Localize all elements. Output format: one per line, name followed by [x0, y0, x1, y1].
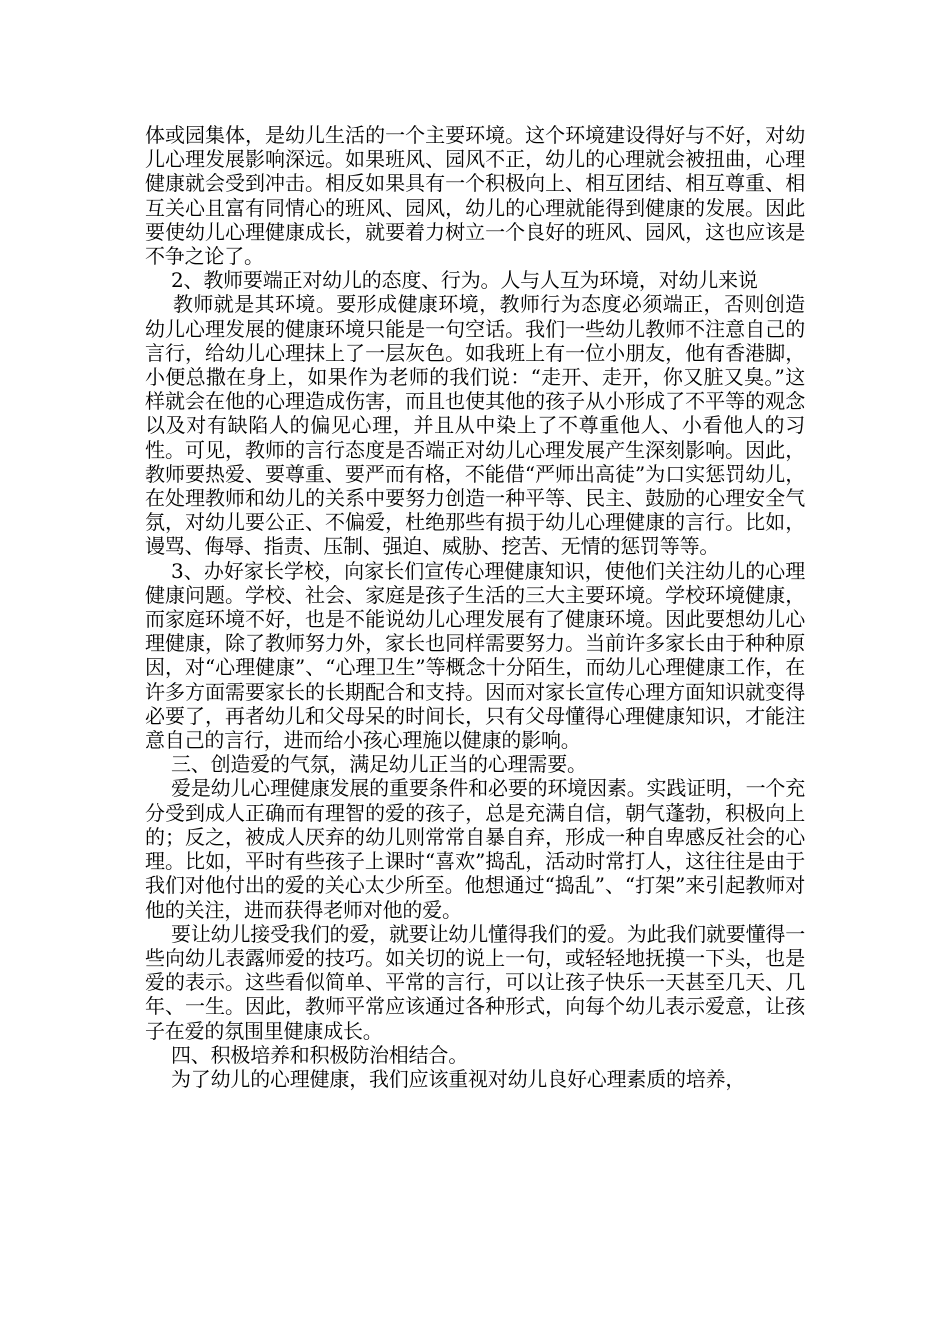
paragraph-love-importance: 爱是幼儿心理健康发展的重要条件和必要的环境因素。实践证明，一个充分受到成人正确而有理智的爱的孩子，总是充满自信，朝气蓬勃，积极向上的；反之，被成人厌弃的幼儿则常常自暴自弃，形成一种自卑感反社会的心理。比如，平时有些孩子上课时“喜欢”捣乱，活动时常打人，这往往是由于我们对他付出的爱的关心太少所至。他想通过“捣乱”、“打架”来引起教师对他的关注，进而获得老师对他的爱。 — [145, 776, 805, 922]
paragraph-cultivation: 为了幼儿的心理健康，我们应该重视对幼儿良好心理素质的培养， — [171, 1066, 746, 1091]
paragraph-class-environment: 体或园集体，是幼儿生活的一个主要环境。这个环境建设得好与不好，对幼儿心理发展影响深远。如果班风、园风不正，幼儿的心理就会被扭曲，心理健康就会受到冲击。相反如果具有一个积极向上、相互团结、相互尊重、相互关心且富有同情心的班风、园风，幼儿的心理就能得到健康的发展。因此要使幼儿心理健康成长，就要着力树立一个良好的班风、园风，这也应该是不争之论了。 — [145, 123, 805, 269]
document-page — [145, 123, 805, 1091]
section-heading-4: 四、积极培养和积极防治相结合。 — [171, 1042, 468, 1067]
paragraph-showing-love: 要让幼儿接受我们的爱，就要让幼儿懂得我们的爱。为此我们就要懂得一些向幼儿表露师爱的技巧。如关切的说上一句，或轻轻地抚摸一下头，也是爱的表示。这些看似简单、平常的言行，可以让孩子快乐一天甚至几天、几年、一生。因此，教师平常应该通过各种形式，向每个幼儿表示爱意，让孩子在爱的氛围里健康成长。 — [145, 921, 805, 1043]
section-heading-3: 三、创造爱的气氛，满足幼儿正当的心理需要。 — [171, 752, 587, 777]
paragraph-point-3-parent-school: 3、办好家长学校，向家长们宣传心理健康知识，使他们关注幼儿的心理健康问题。学校、社会、家庭是孩子生活的三大主要环境。学校环境健康，而家庭环境不好，也是不能说幼儿心理发展有了健康环境。因此要想幼儿心理健康，除了教师努力外，家长也同样需要努力。当前许多家长由于种种原因，对“心理健康”、“心理卫生”等概念十分陌生，而幼儿心理健康工作，在许多方面需要家长的长期配合和支持。因而对家长宣传心理方面知识就变得必要了，再者幼儿和父母呆的时间长，只有父母懂得心理健康知识，才能注意自己的言行，进而给小孩心理施以健康的影响。 — [145, 558, 805, 753]
paragraph-teacher-attitude: 教师就是其环境。要形成健康环境，教师行为态度必须端正，否则创造幼儿心理发展的健康环境只能是一句空话。我们一些幼儿教师不注意自己的言行，给幼儿心理抹上了一层灰色。如我班上有一位小朋友，他有香港脚，小便总撒在身上，如果作为老师的我们说：“走开、走开，你又脏又臭。”这样就会在他的心理造成伤害，而且也使其他的孩子从小形成了不平等的观念以及对有缺陷人的偏见心理，并且从中染上了不尊重他人、小看他人的习性。可见，教师的言行态度是否端正对幼儿心理发展产生深刻影响。因此，教师要热爱、要尊重、要严而有格，不能借“严师出高徒”为口实惩罚幼儿，在处理教师和幼儿的关系中要努力创造一种平等、民主、鼓励的心理安全气氛，对幼儿要公正、不偏爱，杜绝那些有损于幼儿心理健康的言行。比如，谩骂、侮辱、指责、压制、强迫、威胁、挖苦、无情的惩罚等等。 — [145, 292, 805, 559]
paragraph-point-2-heading: 2、教师要端正对幼儿的态度、行为。人与人互为环境，对幼儿来说 — [171, 268, 758, 293]
